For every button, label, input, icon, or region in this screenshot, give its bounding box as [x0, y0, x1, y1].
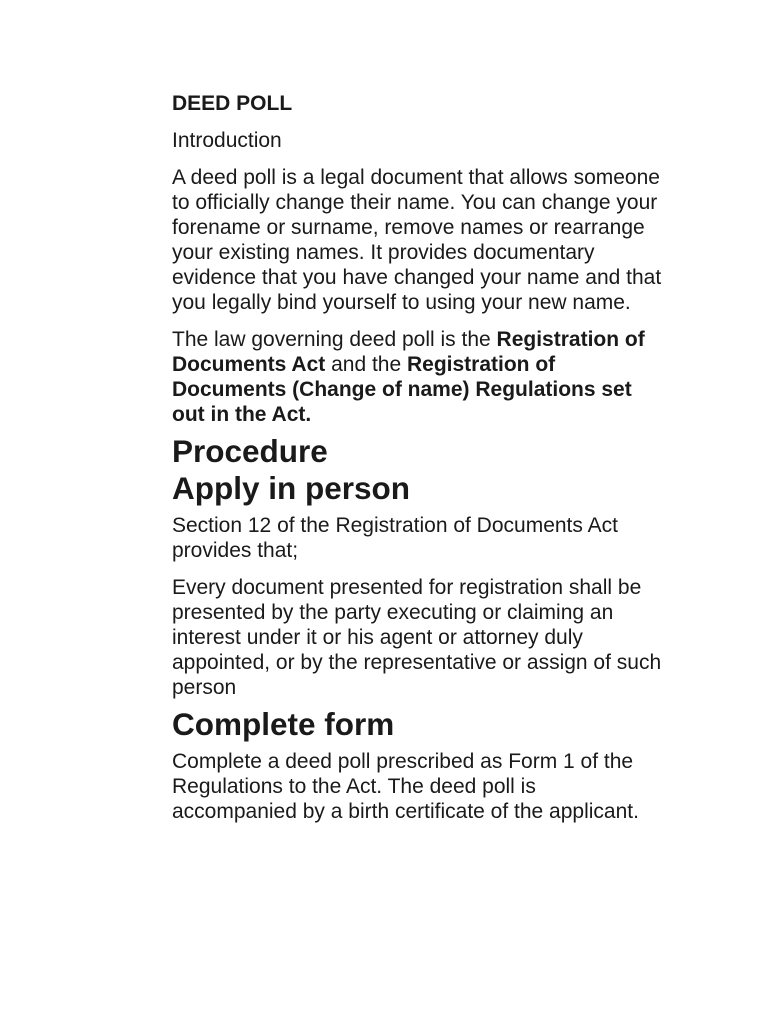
- law-paragraph: [172, 327, 662, 427]
- procedure-heading: Procedure: [172, 433, 328, 469]
- apply-in-person-heading: Apply in person: [172, 470, 411, 506]
- intro-paragraph: A deed poll is a legal document that allows someone to officially change their name. You can change your forename or surname, remove names or rearrange your existing names. It provides documentary evidence that you have changed your name and that you legally bind yourself to using your new name.: [172, 166, 662, 314]
- law-text-1: The law governing deed poll is the: [172, 328, 497, 351]
- law-text-2: and the: [325, 353, 407, 376]
- presentation-paragraph: Every document presented for registration shall be presented by the party executing or claiming an interest under it or his agent or attorney duly appointed, or by the representative or assign of such person: [172, 576, 662, 699]
- section-12-paragraph: Section 12 of the Registration of Documents Act provides that;: [172, 514, 618, 562]
- law-act-name: Registration of Documents Act: [172, 328, 645, 376]
- document-page: [172, 91, 662, 836]
- law-regulations-name: Registration of Documents (Change of name) Regulations set out in the Act.: [172, 353, 632, 426]
- complete-form-heading: Complete form: [172, 706, 395, 742]
- introduction-label: Introduction: [172, 129, 282, 152]
- complete-form-paragraph: Complete a deed poll prescribed as Form 1 of the Regulations to the Act. The deed poll is accompanied by a birth certificate of the applicant.: [172, 750, 639, 823]
- document-title: DEED POLL: [172, 92, 293, 115]
